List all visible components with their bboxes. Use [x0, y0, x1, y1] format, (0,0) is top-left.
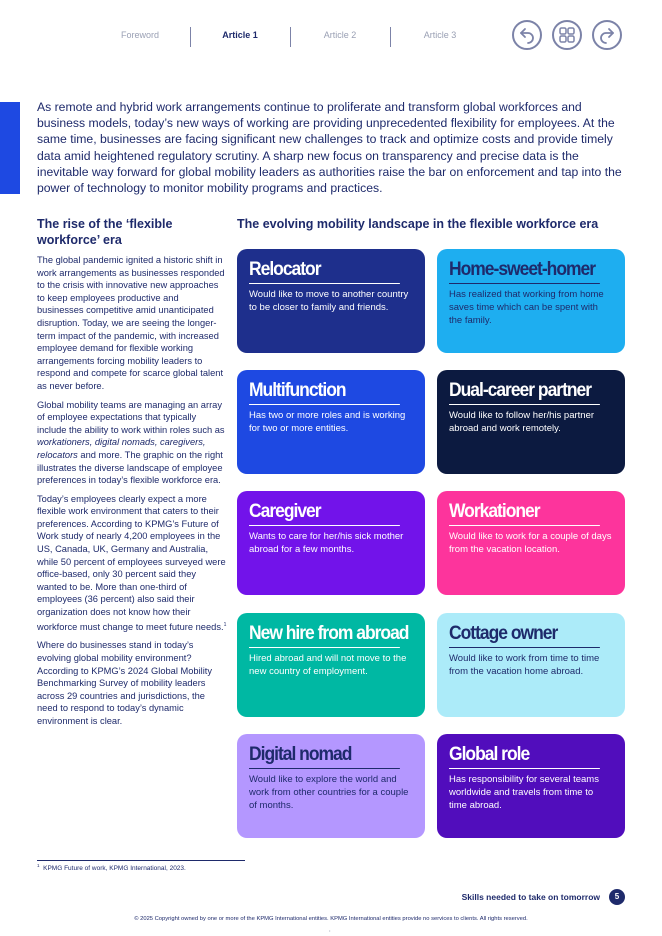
persona-card-title: Global role — [449, 744, 600, 769]
intro-paragraph: As remote and hybrid work arrangements continue to proliferate and transform global workforces and business models, today’s new ways of working are providing unprecedented flexibility for employees. At the same time, businesses are facing significant new challenges to track and optimize costs and provide timely data amid heightened regulatory scrutiny. A sharp new focus on transparency and precise data is the inevitable way forward for global mobility leaders as authorities raise the bar on enforcement and tap into the power of technology to monitor mobility programs and practices. — [37, 100, 622, 196]
page-number: 5 — [609, 889, 625, 905]
back-button[interactable] — [512, 20, 542, 50]
footnote-ref[interactable]: 1 — [223, 621, 227, 628]
body-paragraph: Global mobility teams are managing an array of employee expectations that typically include the ability to work within roles such as workationers, digital nomads, caregivers, relocators and more. The graphic on the right illustrates the diverse landscape of employee preferences in today’s flexible workforce era. — [37, 399, 225, 486]
grid-icon — [558, 26, 576, 44]
persona-card-title: Caregiver — [249, 501, 400, 526]
footnote: $^1$ KPMG Future of work, KPMG International, 2023. — [37, 863, 186, 873]
persona-card — [437, 491, 625, 595]
persona-card — [437, 613, 625, 717]
persona-card-text: Has realized that working from home saves time which can be spent with the family. — [449, 289, 604, 326]
persona-card — [437, 734, 625, 838]
footer-section-title: Skills needed to take on tomorrow — [461, 892, 600, 902]
graphic-heading: The evolving mobility landscape in the flexible workforce era — [237, 217, 599, 231]
persona-card-text: Would like to follow her/his partner abroad and work remotely. — [449, 410, 595, 434]
persona-card-text: Hired abroad and will not move to the new country of employment. — [249, 653, 407, 677]
tab-article-3[interactable]: Article 3 — [423, 30, 457, 40]
persona-card-text: Would like to work for a couple of days from the vacation location. — [449, 531, 612, 555]
tab-article-1[interactable]: Article 1 — [222, 30, 258, 40]
persona-card-title: Digital nomad — [249, 744, 400, 769]
persona-card — [237, 249, 425, 353]
accent-bar — [0, 102, 20, 194]
persona-card-title: Relocator — [249, 259, 400, 284]
persona-card-title: New hire from abroad — [249, 623, 400, 648]
forward-button[interactable] — [592, 20, 622, 50]
persona-card-text: Wants to care for her/his sick mother abroad for a few months. — [249, 531, 404, 555]
persona-card-text: Has responsibility for several teams worldwide and travels from time to time abroad. — [449, 774, 599, 811]
body-paragraph: Today’s employees clearly expect a more flexible work environment that caters to their preferences. According to KPMG’s Future of Work study of nearly 4,200 employees in the US, Canada, UK, Germany and Australia, while 50 percent of employees surveyed were office-based, only 30 percent said they wanted to be. More than one-third of employees (36 percent) also said their organization does not know how their workforce must change to meet future needs.$^1$ — [37, 493, 227, 632]
copyright: © 2025 Copyright owned by one or more of the KPMG International entities. KPMG International entities provide no services to clients. All rights reserved. — [134, 916, 528, 922]
persona-card — [237, 370, 425, 474]
persona-card — [237, 613, 425, 717]
footnote-rule — [37, 860, 245, 861]
body-paragraph: The global pandemic ignited a historic shift in work arrangements as businesses responded to the crisis with innovative new approaches to keep employees productive and businesses competitive amid unanticipated disruption. Today, we are seeing the longer-term impact of the pandemic, with increased employee demand for flexible working arrangements forcing mobility leaders to respond and compete for scarce global talent as never before. — [37, 255, 225, 391]
home-button[interactable] — [552, 20, 582, 50]
persona-card-title: Multifunction — [249, 380, 400, 405]
forward-arrow-icon — [598, 26, 616, 44]
persona-card — [437, 370, 625, 474]
persona-card-title: Workationer — [449, 501, 600, 526]
persona-card — [437, 249, 625, 353]
tab-article-2[interactable]: Article 2 — [323, 30, 357, 40]
persona-card-text: Would like to explore the world and work from other countries for a couple of months. — [249, 774, 409, 811]
back-arrow-icon — [518, 26, 536, 44]
left-column-heading: The rise of the ‘flexible workforce’ era — [37, 217, 173, 247]
tab-foreword[interactable]: Foreword — [120, 30, 159, 40]
left-column-body — [37, 254, 227, 733]
persona-card-text: Would like to work from time to time from the vacation home abroad. — [449, 653, 600, 677]
decorative-dot: • — [329, 928, 331, 933]
persona-card-title: Dual-career partner — [449, 380, 600, 405]
persona-card — [237, 491, 425, 595]
persona-card-title: Cottage owner — [449, 623, 600, 648]
top-navigation — [90, 22, 650, 54]
body-paragraph: Where do businesses stand in today’s evolving global mobility environment? According to KPMG’s 2024 Global Mobility Benchmarking Survey of mobility leaders across 29 countries and jurisdictions, the need to respond to today’s dynamic environment is clear. — [37, 640, 213, 726]
persona-card-text: Would like to move to another country to be closer to family and friends. — [249, 289, 409, 313]
persona-card-title: Home-sweet-homer — [449, 259, 600, 284]
persona-card — [237, 734, 425, 838]
persona-card-text: Has two or more roles and is working for two or more entities. — [249, 410, 406, 434]
